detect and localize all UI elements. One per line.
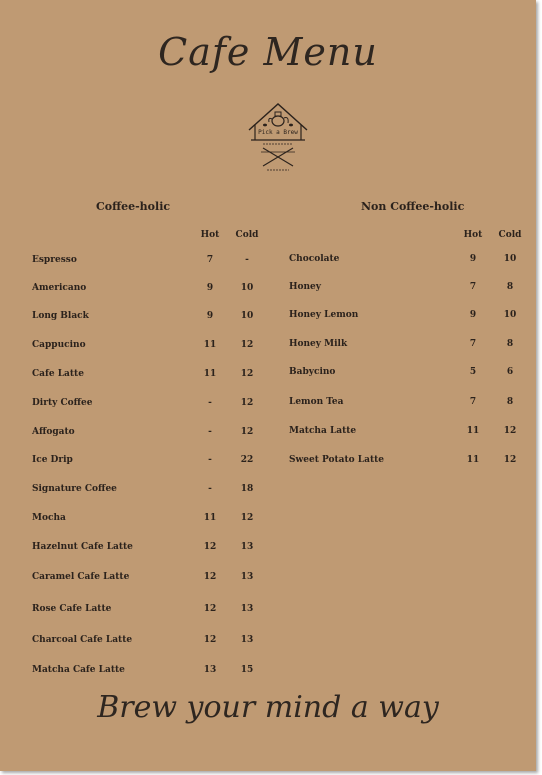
menu-item-name: Chocolate	[289, 254, 340, 264]
menu-item-cold-price: 22	[240, 455, 254, 465]
menu-item-cold-price: -	[245, 255, 249, 265]
menu-item-row	[32, 398, 262, 412]
menu-item-hot-price: 11	[203, 369, 217, 379]
menu-item-name: Ice Drip	[32, 455, 73, 465]
menu-item-hot-price: 7	[469, 397, 477, 407]
menu-item-cold-price: 6	[506, 367, 514, 377]
menu-item-name: Americano	[32, 283, 87, 293]
menu-item-cold-price: 8	[506, 339, 514, 349]
menu-item-row	[289, 426, 525, 440]
menu-item-hot-price: 12	[203, 572, 217, 582]
menu-item-row	[289, 339, 525, 353]
menu-item-row	[32, 542, 262, 556]
menu-item-row	[289, 455, 525, 469]
menu-item-hot-price: 7	[206, 255, 214, 265]
menu-item-hot-price: 11	[203, 340, 217, 350]
menu-item-name: Matcha Cafe Latte	[32, 665, 125, 675]
menu-item-row	[32, 255, 262, 269]
menu-item-cold-price: 12	[240, 513, 254, 523]
menu-item-row	[32, 369, 262, 383]
coffee-hot-header: Hot	[200, 230, 220, 240]
menu-item-cold-price: 13	[240, 604, 254, 614]
menu-item-name: Honey Lemon	[289, 310, 359, 320]
menu-item-hot-price: 12	[203, 635, 217, 645]
menu-item-row	[32, 665, 262, 679]
menu-item-name: Espresso	[32, 255, 77, 265]
menu-item-row	[32, 455, 262, 469]
menu-item-hot-price: 11	[203, 513, 217, 523]
menu-item-row	[289, 310, 525, 324]
menu-item-name: Dirty Coffee	[32, 398, 93, 408]
menu-item-row	[289, 397, 525, 411]
menu-item-hot-price: 9	[469, 310, 477, 320]
menu-item-cold-price: 10	[240, 283, 254, 293]
coffee-cold-header: Cold	[235, 230, 259, 240]
menu-item-name: Cappucino	[32, 340, 86, 350]
menu-item-row	[32, 635, 262, 649]
cafe-house-logo-icon	[243, 98, 313, 176]
menu-item-hot-price: 11	[466, 426, 480, 436]
menu-item-hot-price: 12	[203, 542, 217, 552]
menu-item-hot-price: 7	[469, 339, 477, 349]
menu-item-hot-price: 12	[203, 604, 217, 614]
menu-item-cold-price: 13	[240, 635, 254, 645]
menu-item-name: Babycino	[289, 367, 336, 377]
non-coffee-section-title: Non Coffee-holic	[361, 200, 465, 213]
coffee-section-title: Coffee-holic	[96, 200, 171, 213]
menu-item-cold-price: 8	[506, 397, 514, 407]
menu-item-name: Hazelnut Cafe Latte	[32, 542, 133, 552]
menu-item-name: Sweet Potato Latte	[289, 455, 385, 465]
tagline: Brew your mind a way	[97, 690, 439, 725]
menu-item-row	[289, 282, 525, 296]
menu-item-hot-price: 7	[469, 282, 477, 292]
menu-item-hot-price: 13	[203, 665, 217, 675]
menu-title: Cafe Menu	[158, 30, 378, 74]
menu-item-name: Honey	[289, 282, 322, 292]
menu-item-row	[32, 513, 262, 527]
menu-item-name: Signature Coffee	[32, 484, 117, 494]
menu-item-row	[289, 367, 525, 381]
menu-item-name: Honey Milk	[289, 339, 348, 349]
menu-item-cold-price: 10	[240, 311, 254, 321]
menu-item-row	[289, 254, 525, 268]
menu-item-cold-price: 18	[240, 484, 254, 494]
logo-graphic	[243, 98, 313, 176]
menu-item-cold-price: 12	[503, 426, 517, 436]
menu-item-name: Cafe Latte	[32, 369, 84, 379]
menu-item-row	[32, 340, 262, 354]
menu-item-row	[32, 572, 262, 586]
menu-item-cold-price: 15	[240, 665, 254, 675]
menu-item-cold-price: 12	[240, 427, 254, 437]
menu-item-cold-price: 8	[506, 282, 514, 292]
menu-item-hot-price: 11	[466, 455, 480, 465]
menu-item-cold-price: 10	[503, 310, 517, 320]
menu-item-row	[32, 283, 262, 297]
menu-item-cold-price: 10	[503, 254, 517, 264]
menu-item-hot-price: 9	[206, 311, 214, 321]
menu-item-name: Charcoal Cafe Latte	[32, 635, 133, 645]
non-coffee-hot-header: Hot	[463, 230, 483, 240]
menu-item-hot-price: 9	[469, 254, 477, 264]
logo-text: Pick a Brew	[258, 129, 298, 136]
menu-item-cold-price: 12	[503, 455, 517, 465]
non-coffee-cold-header: Cold	[498, 230, 522, 240]
menu-item-cold-price: 12	[240, 369, 254, 379]
menu-item-row	[32, 484, 262, 498]
menu-item-name: Lemon Tea	[289, 397, 344, 407]
menu-item-name: Caramel Cafe Latte	[32, 572, 130, 582]
menu-item-name: Matcha Latte	[289, 426, 357, 436]
menu-item-cold-price: 13	[240, 542, 254, 552]
menu-item-hot-price: -	[208, 484, 212, 494]
menu-item-hot-price: 9	[206, 283, 214, 293]
menu-item-name: Rose Cafe Latte	[32, 604, 112, 614]
menu-item-hot-price: 5	[469, 367, 477, 377]
menu-item-row	[32, 311, 262, 325]
menu-item-cold-price: 12	[240, 398, 254, 408]
menu-item-row	[32, 427, 262, 441]
menu-item-hot-price: -	[208, 398, 212, 408]
menu-item-name: Affogato	[32, 427, 75, 437]
menu-item-name: Long Black	[32, 311, 89, 321]
menu-item-cold-price: 13	[240, 572, 254, 582]
menu-item-row	[32, 604, 262, 618]
menu-item-name: Mocha	[32, 513, 66, 523]
menu-item-cold-price: 12	[240, 340, 254, 350]
menu-item-hot-price: -	[208, 455, 212, 465]
menu-item-hot-price: -	[208, 427, 212, 437]
